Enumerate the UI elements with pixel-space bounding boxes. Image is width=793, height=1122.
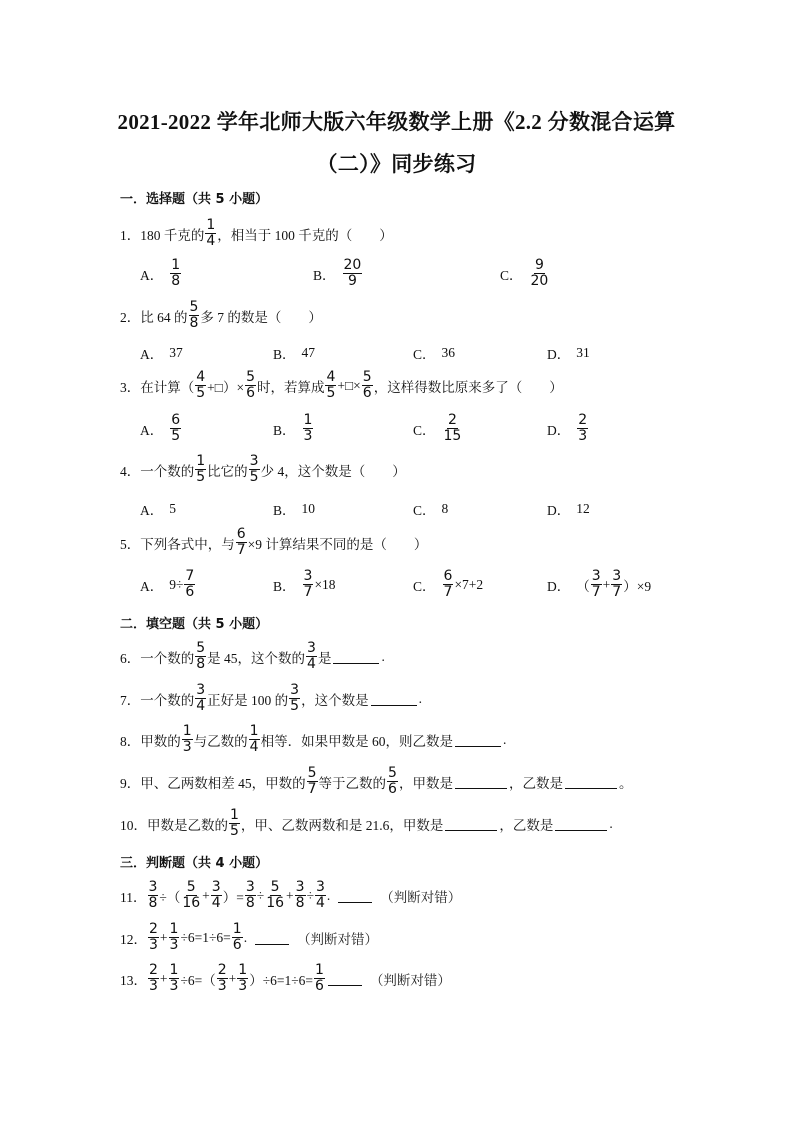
fraction-denominator: 9 — [347, 273, 357, 289]
question-text: ，相当于 100 千克的（ ） — [217, 227, 393, 243]
fraction — [148, 922, 159, 953]
fraction-denominator: 4 — [211, 895, 221, 911]
text-segment: 6． — [120, 650, 141, 666]
fraction — [306, 641, 317, 672]
fraction — [577, 413, 588, 444]
fraction — [181, 880, 201, 911]
text-segment: +□）× — [207, 379, 245, 395]
fraction — [195, 454, 206, 485]
fraction — [184, 569, 195, 600]
fraction-numerator: 3 — [249, 453, 259, 469]
judge-note: （判断对错） — [297, 931, 379, 947]
fraction-numerator: 3 — [211, 879, 221, 895]
fraction-numerator: 3 — [245, 879, 255, 895]
text-segment: ）×9 — [623, 578, 652, 594]
fraction-numerator: 5 — [307, 765, 317, 781]
fraction-denominator: 4 — [206, 233, 216, 249]
fraction-numerator: 6 — [236, 526, 246, 542]
fraction-numerator: 3 — [303, 568, 313, 584]
option-a[interactable] — [140, 569, 196, 600]
fraction-numerator: 1 — [171, 257, 181, 273]
text-segment: 10 — [301, 501, 316, 516]
text-segment: + — [286, 887, 294, 903]
fraction-denominator: 6 — [388, 781, 397, 797]
text-segment: 多 7 的数是（ ） — [200, 309, 322, 325]
fraction-numerator: 1 — [232, 921, 242, 937]
question-12 — [120, 922, 378, 953]
fraction-denominator: 7 — [307, 781, 317, 797]
text-segment: ，这个数是 — [301, 692, 369, 708]
fraction — [195, 683, 206, 714]
fraction-numerator: 1 — [169, 962, 179, 978]
fraction-numerator: 5 — [388, 765, 397, 781]
text-segment: . — [381, 648, 385, 664]
fraction — [169, 922, 180, 953]
fraction-denominator: 5 — [290, 698, 300, 714]
fraction-denominator: 16 — [182, 895, 201, 911]
text-segment: 一个数的 — [140, 650, 195, 666]
fraction — [303, 413, 314, 444]
text-segment: 与乙数的 — [193, 733, 248, 749]
text-segment: 36 — [441, 345, 456, 360]
option-a[interactable] — [140, 258, 182, 289]
fraction — [195, 370, 206, 401]
text-segment: 9． — [120, 775, 141, 791]
fraction-denominator: 5 — [230, 823, 239, 839]
text-segment: 37 — [169, 345, 183, 360]
fraction-numerator: 5 — [186, 879, 196, 895]
fraction-denominator: 3 — [149, 937, 158, 953]
option-c[interactable] — [500, 258, 550, 289]
fraction-numerator: 5 — [189, 299, 199, 315]
fraction — [307, 766, 318, 797]
fraction — [170, 413, 181, 444]
fraction-denominator: 6 — [362, 385, 372, 401]
fraction-numerator: 3 — [315, 879, 325, 895]
question-6 — [120, 641, 385, 672]
fraction — [249, 454, 260, 485]
fraction — [443, 413, 463, 444]
fraction-denominator: 7 — [443, 584, 453, 600]
fraction — [232, 922, 243, 953]
option-a[interactable] — [140, 343, 183, 363]
question-9 — [120, 766, 632, 797]
fraction-numerator: 3 — [591, 568, 601, 584]
fraction-numerator: 3 — [290, 682, 300, 698]
text-segment: 9÷ — [169, 576, 184, 592]
fraction — [236, 527, 247, 558]
text-segment: 12 — [576, 501, 590, 516]
text-segment: ÷ — [256, 887, 265, 903]
text-segment: 相等．如果甲数是 60，则乙数是 — [260, 733, 453, 749]
question-5 — [120, 527, 427, 558]
fraction-denominator: 8 — [295, 895, 305, 911]
fraction-numerator: 6 — [171, 412, 181, 428]
option-b[interactable] — [273, 413, 314, 444]
text-segment: C． — [500, 267, 523, 283]
text-segment: C． — [413, 578, 436, 594]
answer-blank[interactable] — [371, 691, 417, 706]
text-segment: + — [159, 929, 168, 945]
fraction — [591, 569, 602, 600]
option-a[interactable] — [140, 499, 176, 519]
text-segment: A． — [140, 578, 164, 594]
fraction-denominator: 7 — [303, 584, 313, 600]
text-segment: 比它的 — [207, 463, 248, 479]
fraction-numerator: 1 — [238, 962, 248, 978]
option-b[interactable] — [273, 343, 315, 363]
fraction — [530, 258, 550, 289]
text-segment: （ — [576, 578, 590, 594]
answer-blank[interactable] — [338, 888, 372, 903]
fraction-numerator: 1 — [169, 921, 179, 937]
text-segment: 下列各式中，与 — [140, 536, 235, 552]
fraction-numerator: 2 — [149, 962, 158, 978]
option-c[interactable] — [413, 343, 455, 363]
fraction — [343, 258, 363, 289]
text-segment: 是 45，这个数的 — [207, 650, 306, 666]
fraction — [229, 808, 240, 839]
fraction-numerator: 2 — [578, 412, 588, 428]
text-segment: C． — [413, 422, 436, 438]
fraction-numerator: 1 — [206, 217, 216, 233]
text-segment: 少 4，这个数是（ ） — [260, 463, 406, 479]
fraction — [217, 963, 228, 994]
text-segment: A． — [140, 267, 164, 283]
text-segment: B． — [273, 578, 296, 594]
fraction-numerator: 5 — [362, 369, 372, 385]
option-d[interactable] — [547, 499, 590, 519]
text-segment: 8 — [441, 501, 449, 516]
fraction — [211, 880, 222, 911]
fraction-denominator: 3 — [149, 978, 158, 994]
fraction-denominator: 3 — [169, 937, 179, 953]
text-segment: ）= — [222, 889, 244, 905]
fraction — [169, 963, 180, 994]
fraction — [289, 683, 300, 714]
fraction — [387, 766, 398, 797]
fraction-denominator: 8 — [171, 273, 181, 289]
fraction — [170, 258, 181, 289]
text-segment: 5 — [169, 501, 176, 516]
answer-blank[interactable] — [565, 774, 617, 789]
text-segment: ×18 — [314, 576, 336, 592]
answer-blank[interactable] — [255, 930, 289, 945]
text-segment: 正好是 100 的 — [207, 692, 289, 708]
fraction-denominator: 8 — [196, 656, 206, 672]
fraction-numerator: 5 — [196, 640, 206, 656]
answer-blank[interactable] — [555, 816, 607, 831]
answer-blank[interactable] — [455, 774, 507, 789]
text-segment: 31 — [576, 345, 590, 360]
text-segment: 一个数的 — [140, 463, 195, 479]
option-c[interactable] — [413, 413, 463, 444]
fraction-numerator: 3 — [148, 879, 158, 895]
fraction-denominator: 3 — [217, 978, 227, 994]
text-segment: ×9 计算结果不同的是（ ） — [247, 536, 428, 552]
text-segment: ，乙数是 — [508, 775, 563, 791]
option-c[interactable] — [413, 569, 483, 600]
fraction-numerator: 4 — [326, 369, 336, 385]
text-segment: B． — [273, 347, 296, 362]
section-heading-multiple-choice: 一．选择题（共 5 小题） — [120, 192, 269, 207]
fraction-denominator: 5 — [249, 469, 259, 485]
fraction-numerator: 1 — [315, 962, 324, 978]
text-segment: 等于乙数的 — [318, 775, 387, 791]
answer-blank[interactable] — [328, 971, 362, 986]
text-segment: 11． — [120, 889, 147, 905]
fraction — [265, 880, 285, 911]
question-10 — [120, 808, 613, 839]
text-segment: ）÷6=1÷6= — [249, 972, 314, 988]
fraction-numerator: 3 — [196, 682, 206, 698]
fraction-denominator: 6 — [246, 385, 255, 401]
text-segment: 在计算（ — [140, 379, 195, 395]
fraction — [295, 880, 306, 911]
question-text: 180 千克的 — [140, 227, 205, 243]
text-segment: 比 64 的 — [140, 309, 188, 325]
text-segment: ，这样得数比原来多了（ ） — [373, 379, 563, 395]
section-heading-fill-in: 二．填空题（共 5 小题） — [120, 617, 269, 632]
text-segment: 3． — [120, 379, 141, 395]
question-7 — [120, 683, 422, 714]
text-segment: 。 — [618, 775, 633, 791]
answer-blank[interactable] — [455, 732, 501, 747]
text-segment: ，乙数是 — [499, 817, 554, 833]
fraction-numerator: 1 — [182, 723, 192, 739]
text-segment: D． — [547, 422, 571, 438]
fraction-denominator: 6 — [315, 978, 324, 994]
text-segment: + — [202, 887, 210, 903]
text-segment: . — [326, 887, 331, 903]
option-b[interactable] — [313, 258, 363, 289]
fraction-denominator: 7 — [591, 584, 601, 600]
fraction — [362, 370, 373, 401]
text-segment: A． — [140, 422, 164, 438]
fraction-numerator: 4 — [196, 369, 206, 385]
fraction-numerator: 1 — [249, 723, 259, 739]
fraction — [237, 963, 248, 994]
fraction — [195, 641, 206, 672]
fraction-denominator: 3 — [303, 428, 313, 444]
fraction-numerator: 1 — [303, 412, 313, 428]
question-11 — [120, 880, 461, 911]
question-8 — [120, 724, 506, 755]
fraction-numerator: 7 — [185, 568, 195, 584]
text-segment: + — [228, 970, 237, 986]
fraction-denominator: 4 — [315, 895, 325, 911]
question-2 — [120, 300, 322, 331]
text-segment: + — [159, 970, 168, 986]
text-segment: ÷6=1÷6= — [180, 929, 231, 945]
question-1 — [120, 218, 393, 249]
text-segment: C． — [413, 503, 436, 518]
option-d[interactable] — [547, 413, 589, 444]
text-segment: 2． — [120, 309, 141, 325]
fraction-denominator: 3 — [182, 739, 192, 755]
text-segment: +□× — [337, 377, 361, 393]
fraction-denominator: 20 — [530, 273, 549, 289]
text-segment: 5． — [120, 536, 141, 552]
fraction — [205, 218, 216, 249]
fraction — [303, 569, 314, 600]
fraction — [148, 880, 159, 911]
fraction-numerator: 6 — [443, 568, 453, 584]
fraction-denominator: 3 — [238, 978, 248, 994]
fraction-numerator: 5 — [270, 879, 280, 895]
option-a[interactable] — [140, 413, 182, 444]
fraction-numerator: 3 — [295, 879, 305, 895]
fraction-denominator: 8 — [245, 895, 255, 911]
fraction-denominator: 4 — [307, 656, 316, 672]
text-segment: 甲数是乙数的 — [147, 817, 228, 833]
question-4 — [120, 454, 406, 485]
fraction-denominator: 8 — [148, 895, 158, 911]
text-segment: 7． — [120, 692, 141, 708]
text-segment: . — [609, 815, 613, 831]
text-segment: 4． — [120, 463, 141, 479]
fraction-denominator: 5 — [196, 469, 206, 485]
option-b[interactable] — [273, 569, 336, 600]
fraction — [245, 880, 256, 911]
option-c[interactable] — [413, 499, 448, 519]
fraction-denominator: 3 — [578, 428, 588, 444]
question-number: 1． — [120, 227, 141, 243]
fraction-numerator: 2 — [149, 921, 158, 937]
text-segment: D． — [547, 503, 571, 518]
text-segment: 10． — [120, 817, 147, 833]
fraction — [182, 724, 193, 755]
fraction — [245, 370, 256, 401]
text-segment: 一个数的 — [140, 692, 195, 708]
fraction-numerator: 2 — [217, 962, 227, 978]
option-d[interactable] — [547, 569, 651, 600]
fraction-denominator: 8 — [189, 315, 199, 331]
text-segment: . — [418, 690, 422, 706]
fraction-denominator: 6 — [185, 584, 195, 600]
text-segment: ，甲、乙数两数和是 21.6，甲数是 — [240, 817, 444, 833]
fraction-denominator: 4 — [249, 739, 259, 755]
question-13 — [120, 963, 451, 994]
fraction-denominator: 5 — [196, 385, 206, 401]
text-segment: C． — [413, 347, 436, 362]
fraction-denominator: 3 — [169, 978, 179, 994]
judge-note: （判断对错） — [380, 889, 462, 905]
fraction-numerator: 1 — [230, 807, 239, 823]
text-segment: 甲、乙两数相差 45，甲数的 — [140, 775, 306, 791]
fraction-denominator: 4 — [196, 698, 206, 714]
text-segment: 13． — [120, 972, 147, 988]
text-segment: 47 — [301, 345, 316, 360]
text-segment: B． — [273, 422, 296, 438]
text-segment: ÷6=（ — [180, 972, 216, 988]
option-d[interactable] — [547, 343, 590, 363]
option-b[interactable] — [273, 499, 315, 519]
question-3 — [120, 370, 563, 401]
fraction — [443, 569, 454, 600]
answer-blank[interactable] — [333, 649, 379, 664]
judge-note: （判断对错） — [369, 972, 451, 988]
fraction-denominator: 5 — [326, 385, 336, 401]
fraction-numerator: 3 — [612, 568, 622, 584]
fraction-numerator: 20 — [343, 257, 362, 273]
text-segment: ÷（ — [159, 889, 181, 905]
fraction-numerator: 2 — [447, 412, 457, 428]
text-segment: 甲数的 — [140, 733, 181, 749]
fraction — [314, 963, 325, 994]
fraction-numerator: 3 — [307, 640, 316, 656]
text-segment: D． — [547, 347, 571, 362]
fraction — [189, 300, 200, 331]
text-segment: 12． — [120, 931, 147, 947]
text-segment: B． — [273, 503, 296, 518]
document-title-line1: 2021-2022 学年北师大版六年级数学上册《2.2 分数混合运算 — [117, 110, 676, 134]
text-segment: B． — [313, 267, 336, 283]
document-title-line2: （二）》同步练习 — [316, 152, 477, 176]
text-segment: + — [602, 576, 611, 592]
fraction — [611, 569, 622, 600]
answer-blank[interactable] — [445, 816, 497, 831]
fraction — [325, 370, 336, 401]
text-segment: ×7+2 — [454, 576, 484, 592]
fraction-numerator: 9 — [534, 257, 544, 273]
section-heading-true-false: 三．判断题（共 4 小题） — [120, 856, 269, 871]
fraction-denominator: 7 — [236, 542, 246, 558]
fraction-denominator: 7 — [612, 584, 622, 600]
text-segment: ，甲数是 — [398, 775, 453, 791]
text-segment: 是 — [317, 650, 332, 666]
fraction — [148, 963, 159, 994]
fraction-denominator: 15 — [443, 428, 462, 444]
fraction — [315, 880, 326, 911]
text-segment: 时，若算成 — [256, 379, 325, 395]
fraction-numerator: 1 — [196, 453, 206, 469]
text-segment: . — [243, 929, 248, 945]
fraction-denominator: 5 — [171, 428, 181, 444]
text-segment: ÷ — [306, 887, 314, 903]
fraction-denominator: 16 — [266, 895, 285, 911]
text-segment: A． — [140, 503, 164, 518]
fraction-numerator: 5 — [246, 369, 255, 385]
text-segment: 8． — [120, 733, 141, 749]
text-segment: A． — [140, 347, 164, 362]
text-segment: D． — [547, 578, 571, 594]
text-segment: . — [502, 731, 507, 747]
fraction — [249, 724, 260, 755]
fraction-denominator: 6 — [232, 937, 242, 953]
